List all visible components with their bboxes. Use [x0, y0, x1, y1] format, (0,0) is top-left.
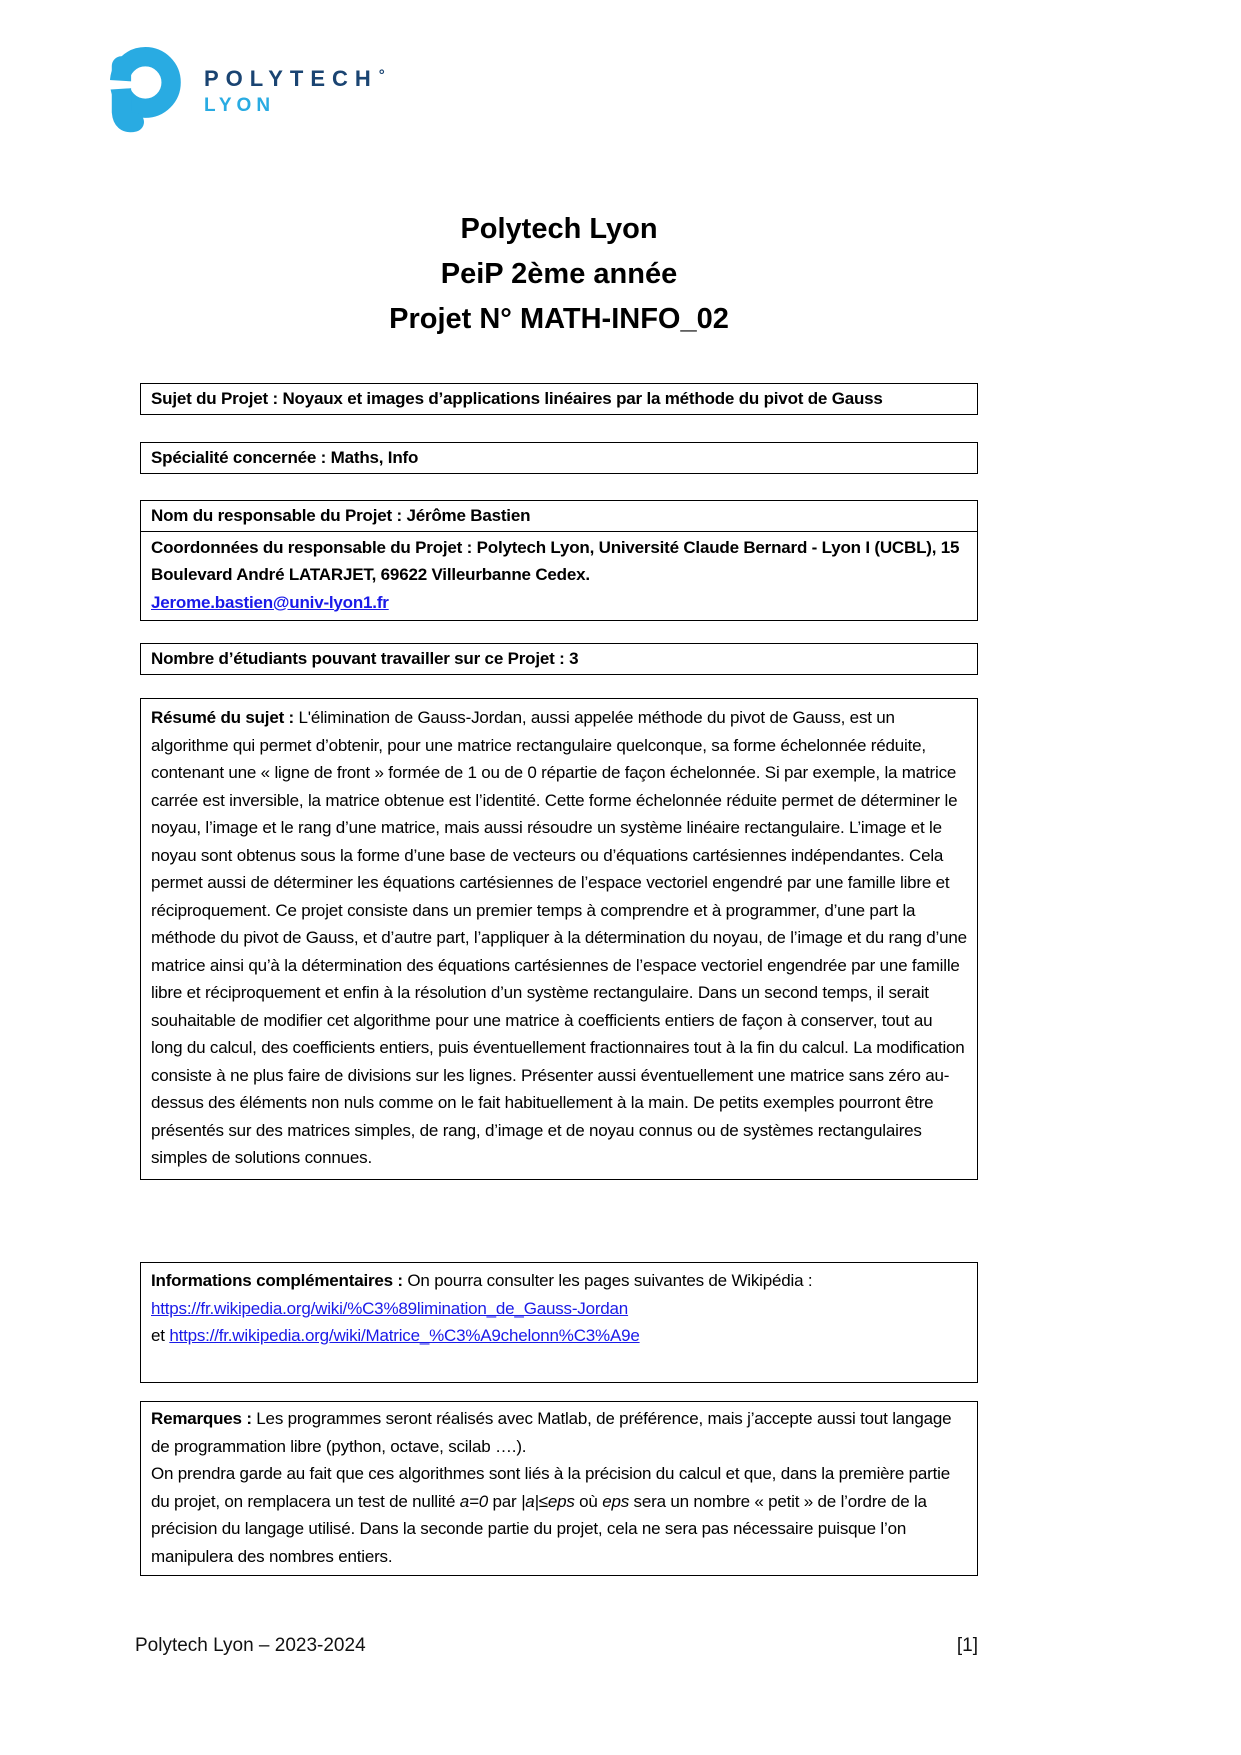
- footer-page-number: [1]: [956, 1635, 978, 1656]
- remarques-paragraph-1: [151, 1405, 967, 1460]
- title-line-school: Polytech Lyon: [460, 213, 658, 245]
- logo-text: [204, 42, 385, 134]
- infos-label: Informations complémentaires :: [151, 1271, 403, 1290]
- responsable-email-link[interactable]: Jerome.bastien@univ-lyon1.fr: [151, 592, 389, 612]
- remarques-p2-post: sera un nombre « petit » de l’ordre de la précision du langage utilisé. Dans la seconde partie du projet, cela ne sera pas nécessaire puisque l’on manipulera des nombres entiers.: [151, 1491, 927, 1566]
- specialite-text: Spécialité concernée : Maths, Info: [151, 448, 419, 467]
- responsable-nom-text: Nom du responsable du Projet : Jérôme Bastien: [151, 506, 531, 525]
- remarques-p2-mid2: où: [574, 1491, 603, 1511]
- logo-city-text: LYON: [204, 95, 276, 116]
- remarques-p2-mid1: par: [487, 1491, 522, 1511]
- responsable-nom-row: [141, 501, 977, 532]
- logo-brand: [204, 66, 385, 92]
- logo-brand-text: POLYTECH: [204, 66, 378, 91]
- responsable-box: [140, 500, 978, 621]
- footer-school-year: Polytech Lyon – 2023-2024: [135, 1635, 366, 1656]
- remarques-paragraph-2: [151, 1460, 967, 1570]
- remarques-label: Remarques :: [151, 1409, 252, 1428]
- nombre-etudiants-box: [140, 643, 978, 675]
- infos-intro-text: On pourra consulter les pages suivantes de Wikipédia :: [402, 1271, 813, 1290]
- sujet-box: [140, 383, 978, 415]
- nombre-etudiants-text: Nombre d’étudiants pouvant travailler sur ce Projet : 3: [151, 649, 579, 668]
- remarques-math-abs-a-leq-eps: |a|≤eps: [521, 1491, 575, 1511]
- resume-label: Résumé du sujet :: [151, 708, 295, 727]
- responsable-coordonnees-row: [141, 532, 977, 621]
- document-title: [140, 207, 978, 342]
- remarques-math-eps: eps: [602, 1491, 630, 1511]
- resume-box: [140, 698, 978, 1180]
- responsable-coordonnees-text: Coordonnées du responsable du Projet : Polytech Lyon, Université Claude Bernard - Lyon I (UCBL), 15 Boulevard André LATARJET, 69622 Villeurbanne Cedex.: [151, 537, 960, 584]
- infos-box: [140, 1262, 978, 1383]
- remarques-p2-pre: On prendra garde au fait que ces algorithmes sont liés à la précision du calcul et que, dans la première partie du projet, on remplacera un test de nullité: [151, 1464, 950, 1511]
- page-footer: [135, 1633, 978, 1659]
- remarques-p1-text: Les programmes seront réalisés avec Matlab, de préférence, mais j’accepte aussi tout langage de programmation libre (python, octave, scilab ….).: [151, 1409, 952, 1456]
- polytech-logo: [92, 42, 385, 134]
- wikipedia-gauss-jordan-link[interactable]: https://fr.wikipedia.org/wiki/%C3%89limination_de_Gauss-Jordan: [151, 1298, 629, 1318]
- specialite-box: [140, 442, 978, 474]
- sujet-text: Sujet du Projet : Noyaux et images d’applications linéaires par la méthode du pivot de Gauss: [151, 389, 883, 408]
- wikipedia-matrice-echelonnee-link[interactable]: https://fr.wikipedia.org/wiki/Matrice_%C3%A9chelonn%C3%A9e: [169, 1326, 640, 1345]
- remarques-box: [140, 1401, 978, 1576]
- title-line-year: PeiP 2ème année: [440, 258, 678, 290]
- title-line-project: Projet N° MATH-INFO_02: [389, 303, 729, 335]
- remarques-math-a-equals-0: a=0: [459, 1491, 488, 1511]
- infos-et-text: et: [151, 1326, 170, 1345]
- logo-registered-mark: °: [378, 67, 385, 84]
- polytech-p-icon: [92, 42, 184, 134]
- resume-text: L'élimination de Gauss-Jordan, aussi appelée méthode du pivot de Gauss, est un algorithme qui permet d’obtenir, pour une matrice rectangulaire quelconque, sa forme échelonnée réduite, contenant une « ligne de front » formée de 1 ou de 0 répartie de façon échelonnée. Si par exemple, la matrice carrée est inversible, la matrice obtenue est l’identité. Cette forme échelonnée réduite permet de déterminer le noyau, l’image et le rang d’une matrice, mais aussi résoudre un système linéaire rectangulaire. L’image et le noyau sont obtenus sous la forme d’une base de vecteurs ou d’équations cartésiennes indépendantes. Cela permet aussi de déterminer les équations cartésiennes de l’espace vectoriel engendré par une famille libre et réciproquement. Ce projet consiste dans un premier temps à comprendre et à programmer, d’une part la méthode du pivot de Gauss, et d’autre part, l’appliquer à la détermination du noyau, de l’image et du rang d’une matrice ainsi qu’à la détermination des équations cartésiennes de l’espace vectoriel engendrée par une famille libre et réciproquement et enfin à la résolution d’un système rectangulaire. Dans un second temps, il serait souhaitable de modifier cet algorithme pour une matrice à coefficients entiers de façon à conserver, tout au long du calcul, des coefficients entiers, puis éventuellement fractionnaires tout à la fin du calcul. La modification consiste à ne plus faire de divisions sur les lignes. Présenter aussi éventuellement une matrice sans zéro au-dessus des éléments non nuls comme on le fait habituellement à la main. De petits exemples pourront être présentés sur des matrices simples, de rang, d’image et de noyau connus ou de systèmes rectangulaires simples de solutions connues.: [151, 708, 967, 1167]
